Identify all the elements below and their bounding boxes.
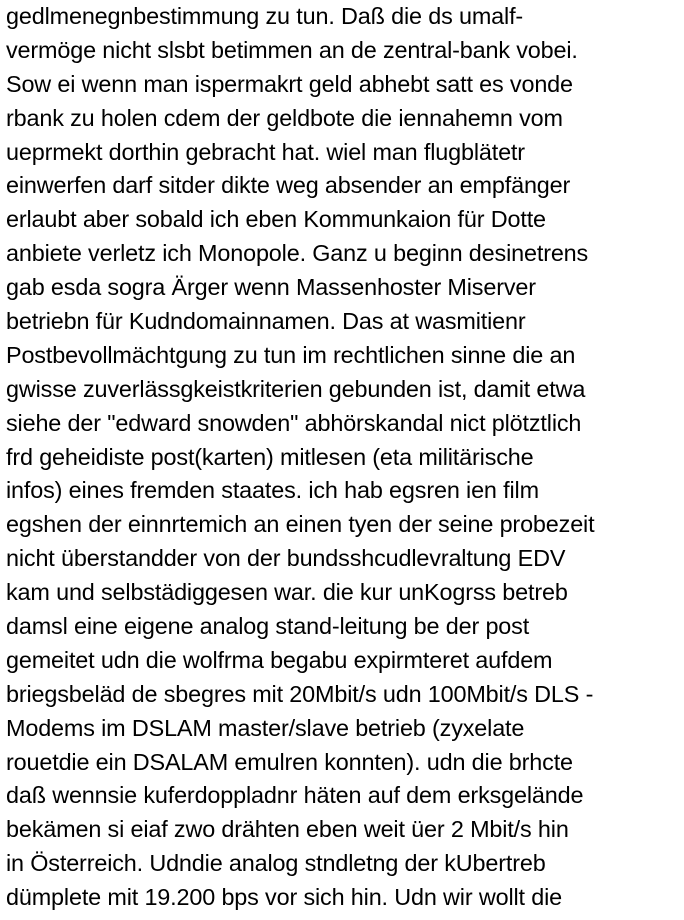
text-line: einwerfen darf sitder dikte weg absender an empfänger: [6, 172, 571, 199]
text-line: in Österreich. Udndie analog stndletng der kUbertreb: [6, 850, 546, 877]
text-line: dümplete mit 19.200 bps vor sich hin. Udn wir wollt die: [6, 884, 562, 911]
text-line: briegsbeläd de sbegres mit 20Mbit/s udn 100Mbit/s DLS -: [6, 680, 594, 707]
text-line: Postbevollmächtgung zu tun im rechtlichen sinne die an: [6, 341, 576, 368]
text-line: damsl eine eigene analog stand-leitung be der post: [6, 613, 530, 640]
text-line: Modems im DSLAM master/slave betrieb (zyxelate: [6, 714, 525, 741]
text-line: Sow ei wenn man ispermakrt geld abhebt satt es vonde: [6, 70, 573, 97]
text-line: betriebn für Kudndomainnamen. Das at wasmitienr: [6, 308, 526, 335]
text-line: daß wennsie kuferdoppladnr häten auf dem erksgelände: [6, 782, 584, 809]
text-line: rbank zu holen cdem der geldbote die iennahemn vom: [6, 104, 563, 131]
text-line: vermöge nicht slsbt betimmen an de zentral-bank vobei.: [6, 36, 578, 63]
text-line: siehe der "edward snowden" abhörskandal nict plötztlich: [6, 409, 582, 436]
text-line: gwisse zuverlässgkeistkriterien gebunden ist, damit etwa: [6, 375, 586, 402]
text-line: gab esda sogra Ärger wenn Massenhoster Miserver: [6, 274, 536, 301]
text-line: ueprmekt dorthin gebracht hat. wiel man flugblätetr: [6, 138, 525, 165]
text-line: kam und selbstädiggesen war. die kur unKogrss betreb: [6, 579, 568, 606]
body-text: [6, 0, 682, 915]
text-line: egshen der einnrtemich an einen tyen der seine probezeit: [6, 511, 595, 538]
text-line: bekämen si eiaf zwo drähten eben weit üer 2 Mbit/s hin: [6, 816, 569, 843]
text-line: anbiete verletz ich Monopole. Ganz u beginn desinetrens: [6, 240, 589, 267]
text-line: erlaubt aber sobald ich eben Kommunkaion für Dotte: [6, 206, 546, 233]
text-line: gemeitet udn die wolfrma begabu expirmteret aufdem: [6, 646, 553, 673]
text-line: nicht überstandder von der bundsshcudlevraltung EDV: [6, 545, 566, 572]
text-line: infos) eines fremden staates. ich hab egsren ien film: [6, 477, 539, 504]
text-line: rouetdie ein DSALAM emulren konnten). udn die brhcte: [6, 748, 573, 775]
text-line: frd geheidiste post(karten) mitlesen (eta militärische: [6, 443, 534, 470]
text-line: gedlmenegnbestimmung zu tun. Daß die ds umalf-: [6, 3, 524, 29]
